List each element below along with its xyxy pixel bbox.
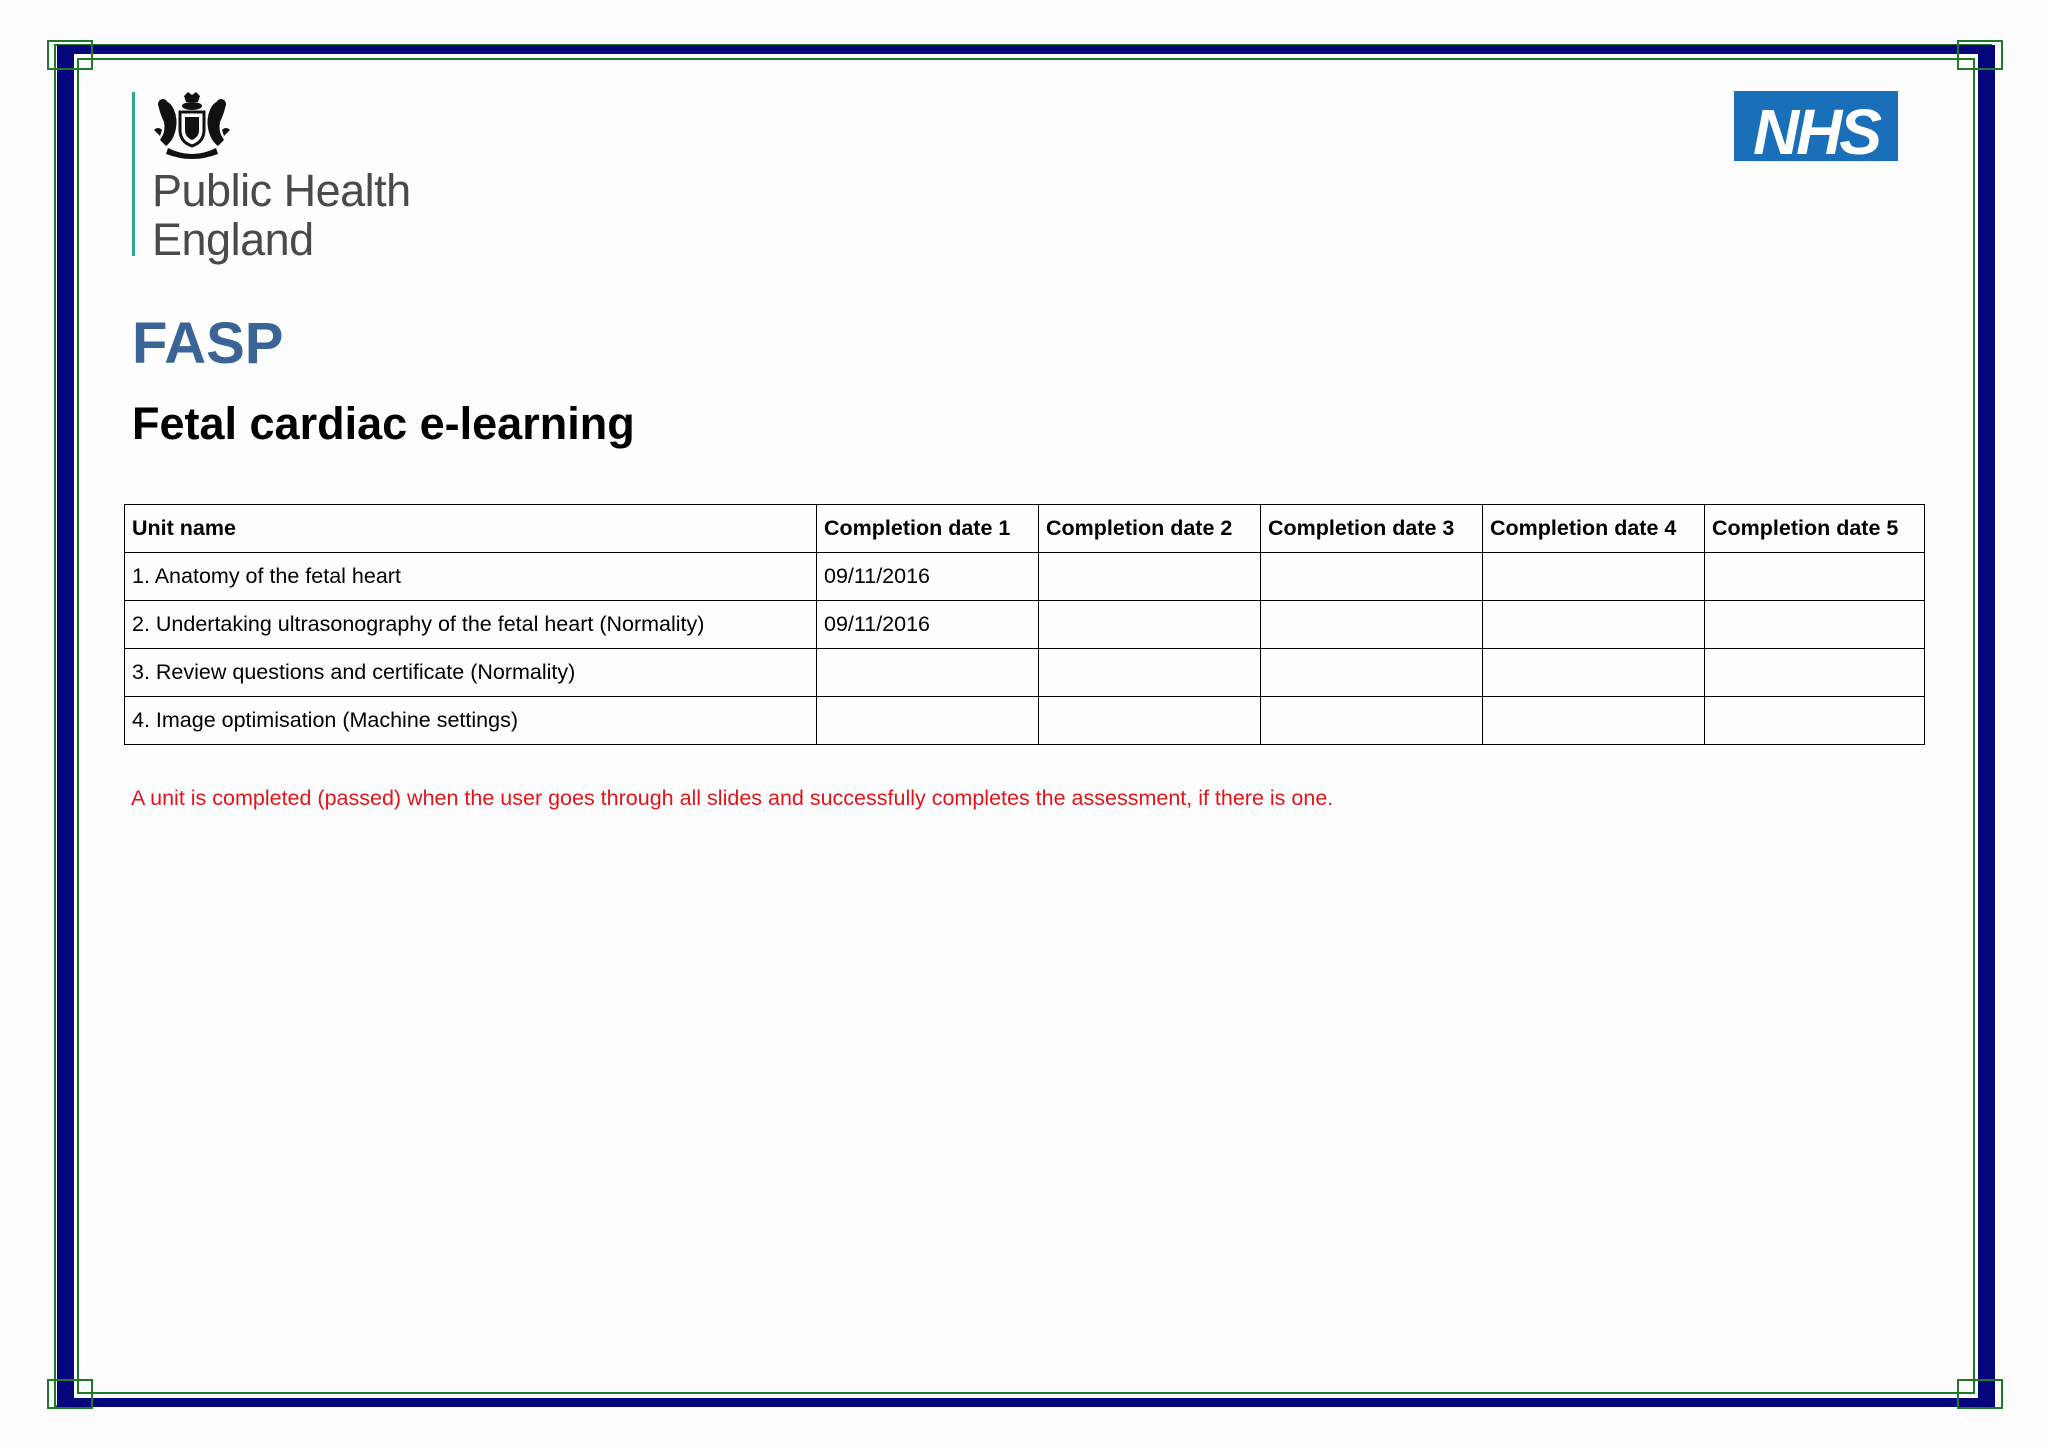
- unit-name-cell: 1. Anatomy of the fetal heart: [125, 553, 817, 601]
- table-header-row: [125, 505, 1925, 553]
- page-title: FASP: [132, 311, 284, 376]
- completion-date-cell: [817, 649, 1039, 697]
- table-row: [125, 601, 1925, 649]
- header-completion-date-3: Completion date 3: [1261, 505, 1483, 553]
- phe-logo-line2: England: [152, 214, 314, 265]
- completion-date-cell: [1705, 553, 1925, 601]
- units-table: [124, 504, 1925, 745]
- header-unit-name: Unit name: [125, 505, 817, 553]
- nhs-logo: [1734, 91, 1898, 168]
- unit-name-cell: 2. Undertaking ultrasonography of the fetal heart (Normality): [125, 601, 817, 649]
- completion-date-cell: [1261, 697, 1483, 745]
- phe-logo-text: [152, 166, 411, 264]
- completion-date-cell: [1483, 697, 1705, 745]
- table-row: [125, 553, 1925, 601]
- completion-date-cell: [817, 697, 1039, 745]
- unit-name-cell: 3. Review questions and certificate (Normality): [125, 649, 817, 697]
- table-row: [125, 649, 1925, 697]
- completion-date-cell: [1261, 649, 1483, 697]
- phe-logo-line1: Public Health: [152, 165, 411, 216]
- completion-date-cell: [1039, 697, 1261, 745]
- header-completion-date-5: Completion date 5: [1705, 505, 1925, 553]
- completion-date-cell: [1705, 697, 1925, 745]
- border-corner-top-left: [47, 40, 93, 70]
- completion-note: A unit is completed (passed) when the user goes through all slides and successfully completes the assessment, if there is one.: [131, 786, 1334, 810]
- header-completion-date-1: Completion date 1: [817, 505, 1039, 553]
- royal-crest-icon: [150, 90, 234, 162]
- completion-date-cell: [1261, 553, 1483, 601]
- completion-date-cell: [1039, 601, 1261, 649]
- completion-date-cell: 09/11/2016: [817, 553, 1039, 601]
- header-completion-date-4: Completion date 4: [1483, 505, 1705, 553]
- completion-date-cell: [1483, 601, 1705, 649]
- completion-date-cell: [1039, 649, 1261, 697]
- completion-date-cell: [1705, 601, 1925, 649]
- table-row: [125, 697, 1925, 745]
- page-subtitle: Fetal cardiac e-learning: [132, 398, 635, 449]
- header-completion-date-2: Completion date 2: [1039, 505, 1261, 553]
- border-corner-bottom-right: [1957, 1379, 2003, 1409]
- border-corner-bottom-left: [47, 1379, 93, 1409]
- nhs-logo-text: NHS: [1752, 96, 1880, 168]
- phe-logo-rule: [132, 92, 135, 256]
- unit-name-cell: 4. Image optimisation (Machine settings): [125, 697, 817, 745]
- completion-date-cell: [1039, 553, 1261, 601]
- completion-date-cell: [1261, 601, 1483, 649]
- completion-date-cell: [1483, 553, 1705, 601]
- completion-date-cell: [1483, 649, 1705, 697]
- completion-date-cell: 09/11/2016: [817, 601, 1039, 649]
- border-corner-top-right: [1957, 40, 2003, 70]
- completion-date-cell: [1705, 649, 1925, 697]
